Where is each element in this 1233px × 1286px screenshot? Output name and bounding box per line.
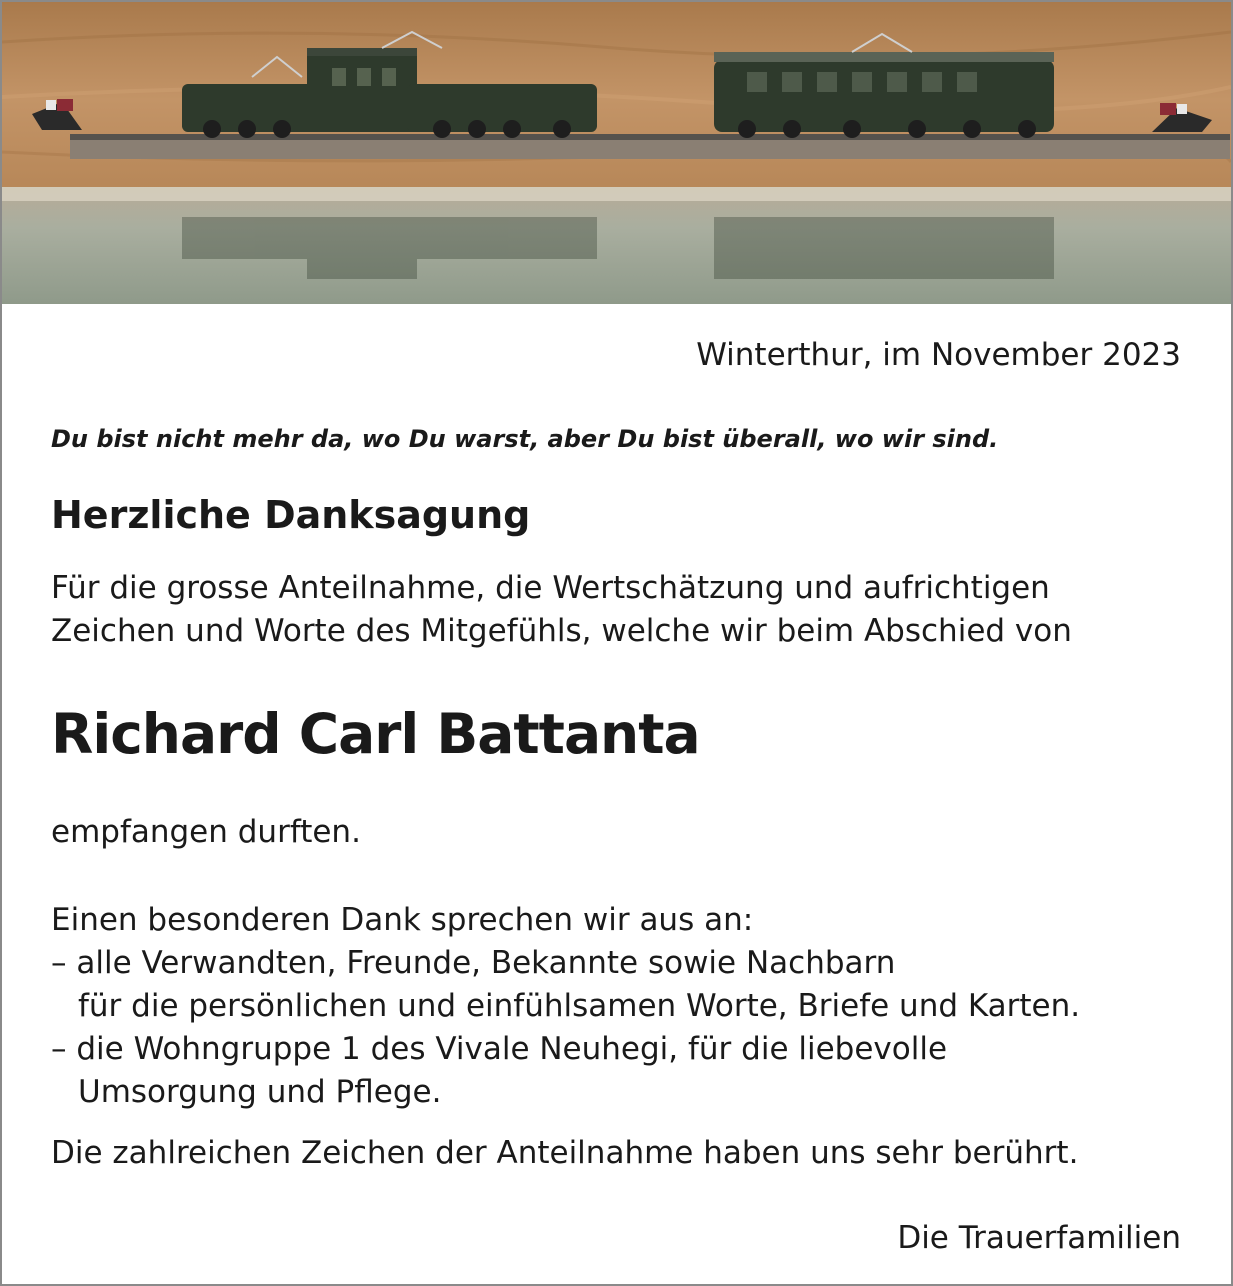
page-title: Herzliche Danksagung <box>51 493 531 537</box>
thanks-list <box>51 899 1080 1114</box>
closing-line: Die zahlreichen Zeichen der Anteilnahme haben uns sehr berührt. <box>51 1135 1079 1171</box>
thanks-lead: Einen besonderen Dank sprechen wir aus an: <box>51 902 754 938</box>
intro-paragraph <box>51 567 1072 653</box>
model-trains-photo <box>2 2 1231 304</box>
track-ballast <box>70 139 1230 159</box>
list-item-continuation: Umsorgung und Pflege. <box>78 1074 442 1110</box>
motto-quote: Du bist nicht mehr da, wo Du warst, aber Du bist überall, wo wir sind. <box>51 425 999 453</box>
received-line: empfangen durften. <box>51 814 361 850</box>
list-item: – alle Verwandten, Freunde, Bekannte sowie Nachbarn <box>51 945 896 981</box>
list-item: – die Wohngruppe 1 des Vivale Neuhegi, für die liebevolle <box>51 1031 948 1067</box>
intro-line: Zeichen und Worte des Mitgefühls, welche wir beim Abschied von <box>51 613 1072 649</box>
date-line: Winterthur, im November 2023 <box>696 337 1181 373</box>
signature: Die Trauerfamilien <box>897 1220 1181 1256</box>
list-item-continuation: für die persönlichen und einfühlsamen Worte, Briefe und Karten. <box>78 988 1081 1024</box>
deceased-name: Richard Carl Battanta <box>51 702 700 766</box>
intro-line: Für die grosse Anteilnahme, die Wertschätzung und aufrichtigen <box>51 570 1050 606</box>
